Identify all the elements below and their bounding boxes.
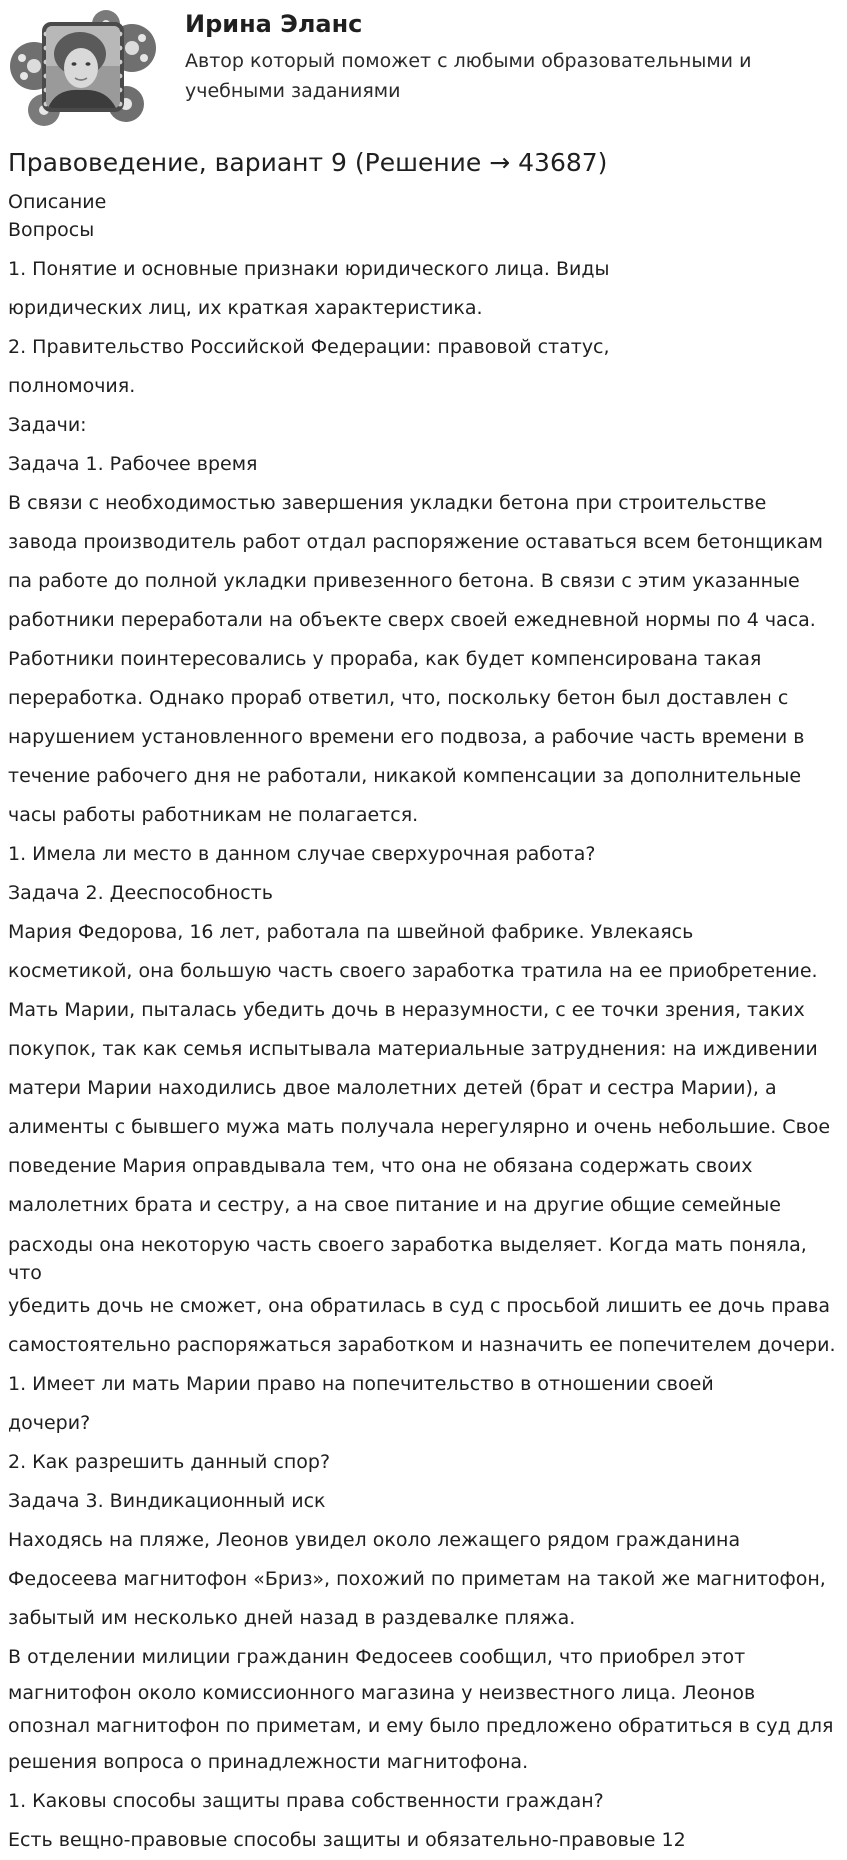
text-line: решения вопроса о принадлежности магнитофона. [8, 1751, 529, 1773]
task-content [8, 188, 844, 1860]
text-line: алименты с бывшего мужа мать получала нерегулярно и очень небольшие. Свое [8, 1116, 831, 1138]
text-line: Мария Федорова, 16 лет, работала па швейной фабрике. Увлекаясь [8, 921, 694, 943]
text-line: 1. Имела ли место в данном случае сверхурочная работа? [8, 843, 596, 865]
text-line: Мать Марии, пыталась убедить дочь в неразумности, с ее точки зрения, таких [8, 999, 805, 1021]
text-line: Задача 3. Виндикационный иск [8, 1490, 326, 1512]
text-line: Работники поинтересовались у прораба, как будет компенсирована такая [8, 648, 762, 670]
text-line: полномочия. [8, 375, 136, 397]
text-line: убедить дочь не сможет, она обратилась в суд с просьбой лишить ее дочь права [8, 1295, 831, 1317]
author-photo [46, 26, 120, 108]
text-line: магнитофон около комиссионного магазина у неизвестного лица. Леонов [8, 1682, 756, 1704]
text-line: поведение Мария оправдывала тем, что она не обязана содержать своих [8, 1155, 753, 1177]
description-heading: Описание [8, 191, 107, 213]
text-line: забытый им несколько дней назад в раздевалке пляжа. [8, 1607, 576, 1629]
text-line: завода производитель работ отдал распоряжение оставаться всем бетонщикам [8, 531, 823, 553]
author-description: Автор который поможет с любыми образовательными и учебными заданиями [185, 50, 752, 102]
text-line: юридических лиц, их краткая характеристика. [8, 297, 483, 319]
text-line: В отделении милиции гражданин Федосеев сообщил, что приобрел этот [8, 1646, 746, 1668]
text-line: па работе до полной укладки привезенного бетона. В связи с этим указанные [8, 570, 800, 592]
text-line: 1. Каковы способы защиты права собственности граждан? [8, 1790, 604, 1812]
text-line: расходы она некоторую часть своего заработка выделяет. Когда мать поняла, [8, 1234, 807, 1256]
text-line: матери Марии находились двое малолетних детей (брат и сестра Марии), а [8, 1077, 777, 1099]
page-title: Правоведение, вариант 9 (Решение → 43687) [8, 148, 608, 177]
text-line: покупок, так как семья испытывала материальные затруднения: на иждивении [8, 1038, 818, 1060]
text-line: В связи с необходимостью завершения укладки бетона при строительстве [8, 492, 767, 514]
text-line: переработка. Однако прораб ответил, что, поскольку бетон был доставлен с [8, 687, 789, 709]
text-line: часы работы работникам не полагается. [8, 804, 419, 826]
text-line: Есть вещно-правовые способы защиты и обязательно-правовые 12 [8, 1829, 686, 1851]
text-line: нарушением установленного времени его подвоза, а рабочие часть времени в [8, 726, 805, 748]
text-line: опознал магнитофон по приметам, и ему было предложено обратиться в суд для [8, 1715, 834, 1737]
text-line: 1. Имеет ли мать Марии право на попечительство в отношении своей [8, 1373, 714, 1395]
text-line: 2. Правительство Российской Федерации: правовой статус, [8, 336, 610, 358]
text-line: что [8, 1262, 42, 1284]
text-line: малолетних брата и сестру, а на свое питание и на другие общие семейные [8, 1194, 781, 1216]
text-line: дочери? [8, 1412, 91, 1434]
text-line: Федосеева магнитофон «Бриз», похожий по приметам на такой же магнитофон, [8, 1568, 826, 1590]
text-line: косметикой, она большую часть своего заработка тратила на ее приобретение. [8, 960, 818, 982]
author-avatar[interactable] [8, 8, 158, 128]
text-line: Задача 2. Дееспособность [8, 882, 273, 904]
text-line: Задачи: [8, 414, 87, 436]
text-line: течение рабочего дня не работали, никакой компенсации за дополнительные [8, 765, 802, 787]
author-name[interactable]: Ирина Эланс [185, 10, 363, 38]
questions-heading: Вопросы [8, 219, 95, 241]
text-line: 1. Понятие и основные признаки юридического лица. Виды [8, 258, 610, 280]
text-line: работники переработали на объекте сверх своей ежедневной нормы по 4 часа. [8, 609, 816, 631]
author-card [6, 6, 841, 130]
text-line: Задача 1. Рабочее время [8, 453, 258, 475]
text-line: самостоятельно распоряжаться заработком и назначить ее попечителем дочери. [8, 1334, 836, 1356]
text-line: 2. Как разрешить данный спор? [8, 1451, 331, 1473]
text-line: Находясь на пляже, Леонов увидел около лежащего рядом гражданина [8, 1529, 741, 1551]
